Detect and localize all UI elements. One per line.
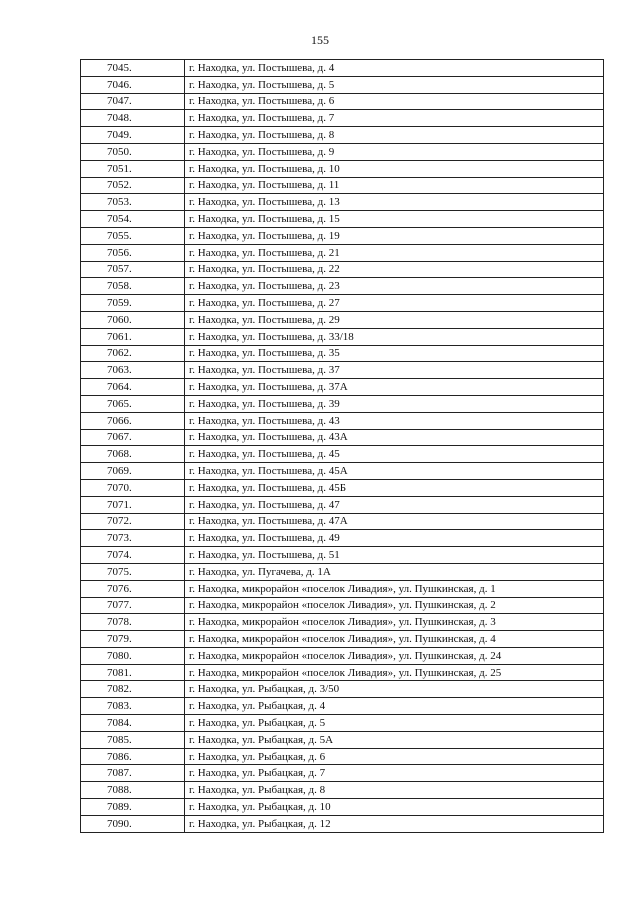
row-address: г. Находка, ул. Постышева, д. 45 [185,446,604,463]
row-number: 7065. [81,395,185,412]
row-number: 7062. [81,345,185,362]
row-number: 7066. [81,412,185,429]
table-row [81,160,604,177]
table-row [81,328,604,345]
row-address: г. Находка, микрорайон «поселок Ливадия», ул. Пушкинская, д. 24 [185,647,604,664]
address-table [80,59,604,833]
row-address: г. Находка, ул. Постышева, д. 37 [185,362,604,379]
row-number: 7046. [81,76,185,93]
row-number: 7085. [81,731,185,748]
row-address: г. Находка, ул. Рыбацкая, д. 7 [185,765,604,782]
table-row [81,429,604,446]
table-row [81,765,604,782]
row-address: г. Находка, ул. Постышева, д. 27 [185,295,604,312]
row-number: 7069. [81,463,185,480]
row-number: 7083. [81,698,185,715]
row-number: 7067. [81,429,185,446]
row-address: г. Находка, ул. Рыбацкая, д. 8 [185,782,604,799]
table-row [81,681,604,698]
row-address: г. Находка, ул. Постышева, д. 35 [185,345,604,362]
row-address: г. Находка, ул. Постышева, д. 19 [185,227,604,244]
row-number: 7059. [81,295,185,312]
table-row [81,76,604,93]
row-address: г. Находка, ул. Постышева, д. 49 [185,530,604,547]
row-number: 7045. [81,60,185,77]
table-row [81,244,604,261]
row-number: 7072. [81,513,185,530]
table-row [81,379,604,396]
row-number: 7087. [81,765,185,782]
page-number: 155 [311,33,329,47]
row-address: г. Находка, ул. Постышева, д. 15 [185,211,604,228]
row-address: г. Находка, ул. Рыбацкая, д. 5 [185,715,604,732]
table-row [81,815,604,832]
row-number: 7057. [81,261,185,278]
table-row [81,412,604,429]
row-address: г. Находка, ул. Постышева, д. 47А [185,513,604,530]
row-address: г. Находка, ул. Постышева, д. 11 [185,177,604,194]
table-row [81,580,604,597]
row-number: 7088. [81,782,185,799]
row-number: 7064. [81,379,185,396]
row-number: 7076. [81,580,185,597]
row-address: г. Находка, ул. Постышева, д. 10 [185,160,604,177]
table-row [81,311,604,328]
row-number: 7051. [81,160,185,177]
row-address: г. Находка, ул. Постышева, д. 45А [185,463,604,480]
table-row [81,463,604,480]
table-row [81,614,604,631]
table-row [81,698,604,715]
row-number: 7054. [81,211,185,228]
table-row [81,631,604,648]
row-address: г. Находка, ул. Постышева, д. 4 [185,60,604,77]
table-row [81,93,604,110]
table-row [81,479,604,496]
table-row [81,345,604,362]
row-number: 7090. [81,815,185,832]
row-address: г. Находка, микрорайон «поселок Ливадия», ул. Пушкинская, д. 3 [185,614,604,631]
table-row [81,597,604,614]
table-row [81,194,604,211]
table-row [81,295,604,312]
table-row [81,110,604,127]
row-number: 7075. [81,563,185,580]
table-row [81,261,604,278]
row-number: 7049. [81,127,185,144]
table-row [81,60,604,77]
row-address: г. Находка, ул. Рыбацкая, д. 3/50 [185,681,604,698]
row-address: г. Находка, ул. Постышева, д. 45Б [185,479,604,496]
row-address: г. Находка, ул. Постышева, д. 29 [185,311,604,328]
table-row [81,563,604,580]
row-number: 7086. [81,748,185,765]
row-number: 7081. [81,664,185,681]
address-table-body [81,60,604,833]
table-row [81,664,604,681]
row-number: 7061. [81,328,185,345]
row-number: 7050. [81,143,185,160]
row-number: 7074. [81,547,185,564]
table-row [81,513,604,530]
table-row [81,395,604,412]
row-number: 7047. [81,93,185,110]
row-address: г. Находка, микрорайон «поселок Ливадия», ул. Пушкинская, д. 25 [185,664,604,681]
row-number: 7056. [81,244,185,261]
table-row [81,715,604,732]
table-row [81,446,604,463]
row-number: 7048. [81,110,185,127]
row-number: 7073. [81,530,185,547]
row-address: г. Находка, ул. Постышева, д. 13 [185,194,604,211]
row-address: г. Находка, ул. Рыбацкая, д. 6 [185,748,604,765]
row-number: 7053. [81,194,185,211]
table-row [81,731,604,748]
row-number: 7055. [81,227,185,244]
row-address: г. Находка, ул. Постышева, д. 7 [185,110,604,127]
table-row [81,647,604,664]
row-address: г. Находка, ул. Постышева, д. 21 [185,244,604,261]
table-row [81,530,604,547]
row-address: г. Находка, ул. Постышева, д. 43А [185,429,604,446]
row-number: 7071. [81,496,185,513]
table-row [81,496,604,513]
row-address: г. Находка, ул. Постышева, д. 33/18 [185,328,604,345]
table-row [81,278,604,295]
row-address: г. Находка, ул. Постышева, д. 39 [185,395,604,412]
row-number: 7082. [81,681,185,698]
row-number: 7063. [81,362,185,379]
row-number: 7077. [81,597,185,614]
row-address: г. Находка, ул. Постышева, д. 8 [185,127,604,144]
table-row [81,362,604,379]
row-address: г. Находка, ул. Постышева, д. 37А [185,379,604,396]
row-address: г. Находка, ул. Постышева, д. 23 [185,278,604,295]
table-row [81,782,604,799]
table-row [81,127,604,144]
table-row [81,799,604,816]
table-row [81,177,604,194]
row-address: г. Находка, ул. Рыбацкая, д. 4 [185,698,604,715]
table-row [81,211,604,228]
row-number: 7079. [81,631,185,648]
row-address: г. Находка, ул. Рыбацкая, д. 12 [185,815,604,832]
table-row [81,143,604,160]
row-number: 7070. [81,479,185,496]
row-number: 7058. [81,278,185,295]
row-address: г. Находка, ул. Постышева, д. 5 [185,76,604,93]
row-address: г. Находка, ул. Постышева, д. 9 [185,143,604,160]
row-address: г. Находка, микрорайон «поселок Ливадия», ул. Пушкинская, д. 1 [185,580,604,597]
row-address: г. Находка, ул. Постышева, д. 51 [185,547,604,564]
row-number: 7084. [81,715,185,732]
table-row [81,227,604,244]
row-number: 7078. [81,614,185,631]
row-number: 7052. [81,177,185,194]
row-address: г. Находка, ул. Пугачева, д. 1А [185,563,604,580]
row-number: 7080. [81,647,185,664]
row-number: 7060. [81,311,185,328]
row-address: г. Находка, ул. Постышева, д. 22 [185,261,604,278]
row-address: г. Находка, ул. Постышева, д. 6 [185,93,604,110]
row-address: г. Находка, микрорайон «поселок Ливадия», ул. Пушкинская, д. 2 [185,597,604,614]
row-address: г. Находка, ул. Постышева, д. 43 [185,412,604,429]
row-number: 7068. [81,446,185,463]
row-address: г. Находка, микрорайон «поселок Ливадия», ул. Пушкинская, д. 4 [185,631,604,648]
row-address: г. Находка, ул. Рыбацкая, д. 10 [185,799,604,816]
row-address: г. Находка, ул. Постышева, д. 47 [185,496,604,513]
row-address: г. Находка, ул. Рыбацкая, д. 5А [185,731,604,748]
table-row [81,748,604,765]
row-number: 7089. [81,799,185,816]
table-row [81,547,604,564]
